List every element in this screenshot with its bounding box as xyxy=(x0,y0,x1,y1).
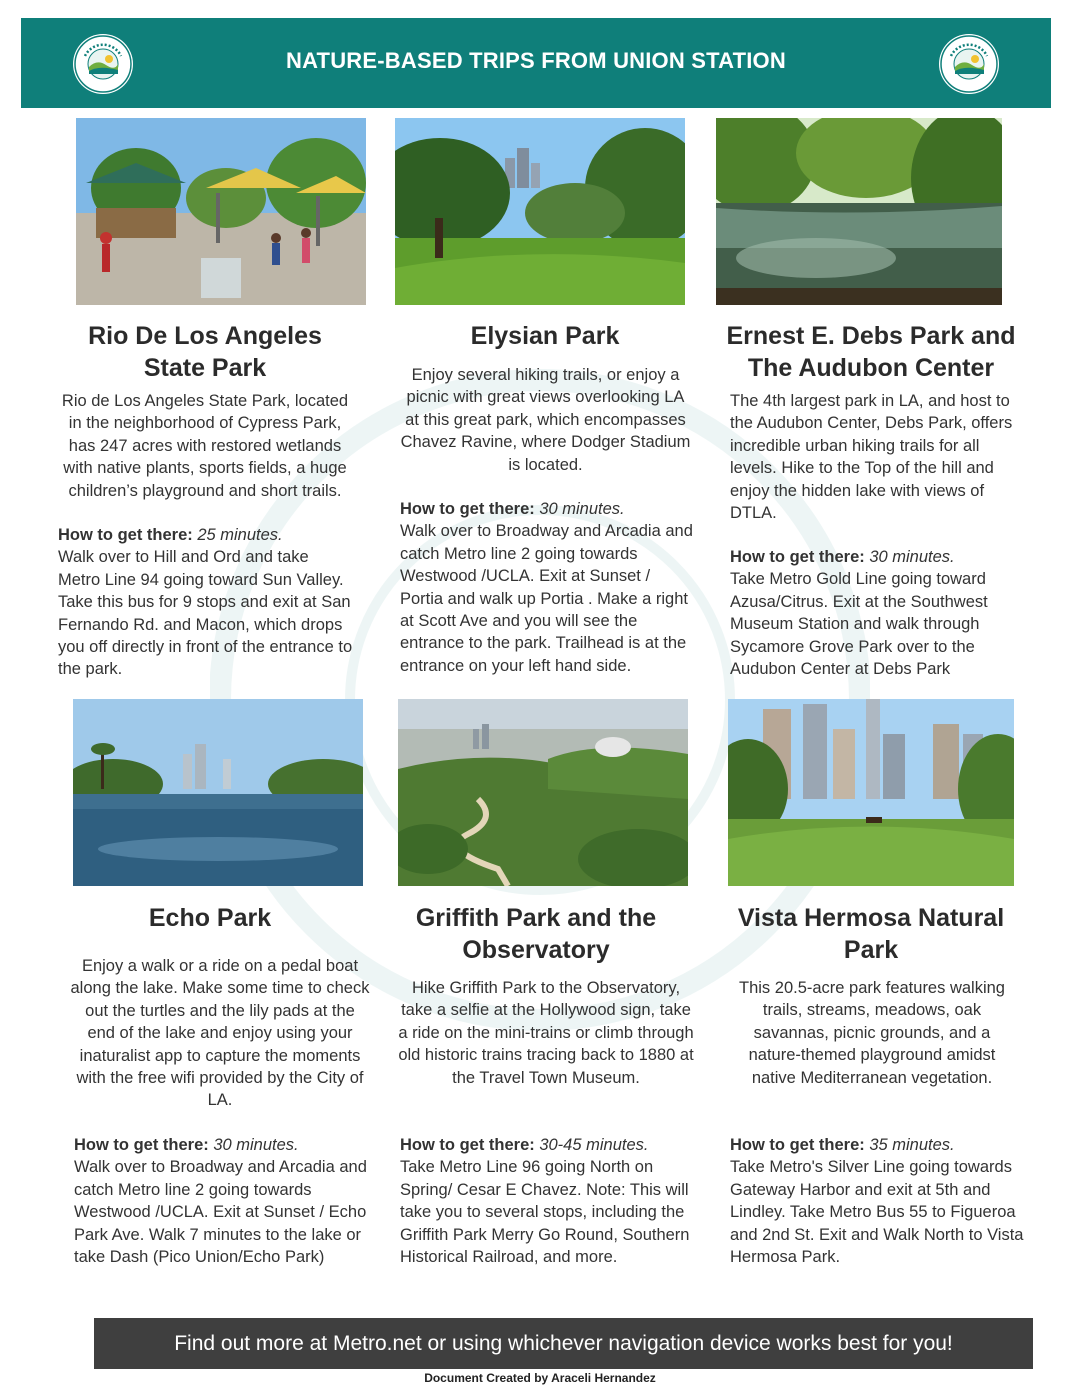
travel-duration: 25 minutes. xyxy=(192,526,283,544)
lake-skyline-photo xyxy=(73,699,363,886)
hills-trail-observatory-photo xyxy=(398,699,688,886)
travel-duration: 35 minutes. xyxy=(864,1136,955,1154)
playground-splash-pad-photo xyxy=(76,118,366,305)
directions-label: How to get there: xyxy=(74,1136,209,1154)
directions-label: How to get there: xyxy=(730,1136,865,1154)
directions-label: How to get there: xyxy=(400,500,535,518)
park-title-griffith-park: Griffith Park and the Observatory xyxy=(415,904,657,964)
directions-text: Walk over to Hill and Ord and take Metro Line 94 going toward Sun Valley. Take this bus for 9 stops and exit at San Fernando Rd. and Macon, which drops you off directly in front of the entrance to the park. xyxy=(58,548,353,679)
park-title-vista-hermosa: Vista Hermosa Natural Park xyxy=(737,904,1005,964)
travel-duration: 30-45 minutes. xyxy=(534,1136,649,1154)
directions-block xyxy=(58,524,354,681)
park-title-rio-de-los-angeles: Rio De Los Angeles State Park xyxy=(88,322,322,382)
park-title-debs-park: Ernest E. Debs Park and The Audubon Center xyxy=(726,322,1016,382)
directions-text: Take Metro Gold Line going toward Azusa/Citrus. Exit at the Southwest Museum Station and walk through Sycamore Grove Park over to the Audubon Center at Debs Park xyxy=(730,570,988,679)
directions-text: Walk over to Broadway and Arcadia and catch Metro line 2 going towards Westwood /UCLA. Exit at Sunset / Echo Park Ave. Walk 7 minutes to the lake or take Dash (Pico Union/Echo Park) xyxy=(74,1158,367,1267)
travel-duration: 30 minutes. xyxy=(864,548,955,566)
directions-label: How to get there: xyxy=(58,526,193,544)
park-title-echo-park: Echo Park xyxy=(148,904,272,932)
directions-block xyxy=(74,1134,370,1268)
directions-block xyxy=(400,1134,696,1268)
park-lawn-skyline-photo xyxy=(395,118,685,305)
travel-duration: 30 minutes. xyxy=(534,500,625,518)
downtown-towers-meadow-photo xyxy=(728,699,1014,886)
directions-block xyxy=(730,546,1022,680)
directions-text: Take Metro Line 96 going North on Spring/ Cesar E Chavez. Note: This will take you to several stops, including the Griffith Park Merry Go Round, Southern Historical Railroad, and more. xyxy=(400,1158,690,1267)
pond-trees-photo xyxy=(716,118,1002,305)
park-description: Enjoy a walk or a ride on a pedal boat along the lake. Make some time to check out the turtles and the lily pads at the end of the lake and enjoy using your inaturalist app to capture the moments with the free wifi provided by the City of LA. xyxy=(70,957,370,1110)
directions-block xyxy=(400,498,696,677)
directions-label: How to get there: xyxy=(730,548,865,566)
nature-for-all-logo-icon xyxy=(939,34,999,94)
directions-label: How to get there: xyxy=(400,1136,535,1154)
park-title-elysian-park: Elysian Park xyxy=(470,322,620,350)
directions-text: Take Metro's Silver Line going towards Gateway Harbor and exit at 5th and Lindley. Take Metro Bus 55 to Figueroa and 2nd St. Exit and Walk North to Vista Hermosa Park. xyxy=(730,1158,1024,1267)
park-description: Rio de Los Angeles State Park, located in the neighborhood of Cypress Park, has 247 acres with restored wetlands with native plants, sports fields, a huge children’s playground and short trails. xyxy=(61,392,349,500)
directions-text: Walk over to Broadway and Arcadia and catch Metro line 2 going towards Westwood /UCLA. Exit at Sunset / Portia and walk up Portia . Make a right at Scott Ave and you will see the entrance to the park. Trailhead is at the entrance on your left hand side. xyxy=(400,522,693,675)
directions-block xyxy=(730,1134,1026,1268)
travel-duration: 30 minutes. xyxy=(208,1136,299,1154)
park-description: This 20.5-acre park features walking trails, streams, meadows, oak savannas, picnic grounds, and a nature-themed playground amidst native Mediterranean vegetation. xyxy=(739,979,1005,1087)
park-description: The 4th largest park in LA, and host to the Audubon Center, Debs Park, offers incredible urban hiking trails for all levels. Hike to the Top of the hill and enjoy the hidden lake with views of DTLA. xyxy=(730,392,1013,523)
header-banner xyxy=(21,18,1051,108)
footer-banner: Find out more at Metro.net or using whichever navigation device works best for you! xyxy=(94,1318,1033,1369)
park-description: Hike Griffith Park to the Observatory, take a selfie at the Hollywood sign, take a ride on the mini-trains or climb through old historic trains tracing back to 1880 at the Travel Town Museum. xyxy=(398,979,694,1087)
document-credit: Document Created by Araceli Hernandez xyxy=(424,1371,656,1385)
page-title: NATURE-BASED TRIPS FROM UNION STATION xyxy=(286,48,786,73)
park-description: Enjoy several hiking trails, or enjoy a picnic with great views overlooking LA at this great park, which encompasses Chavez Ravine, where Dodger Stadium is located. xyxy=(400,366,691,474)
